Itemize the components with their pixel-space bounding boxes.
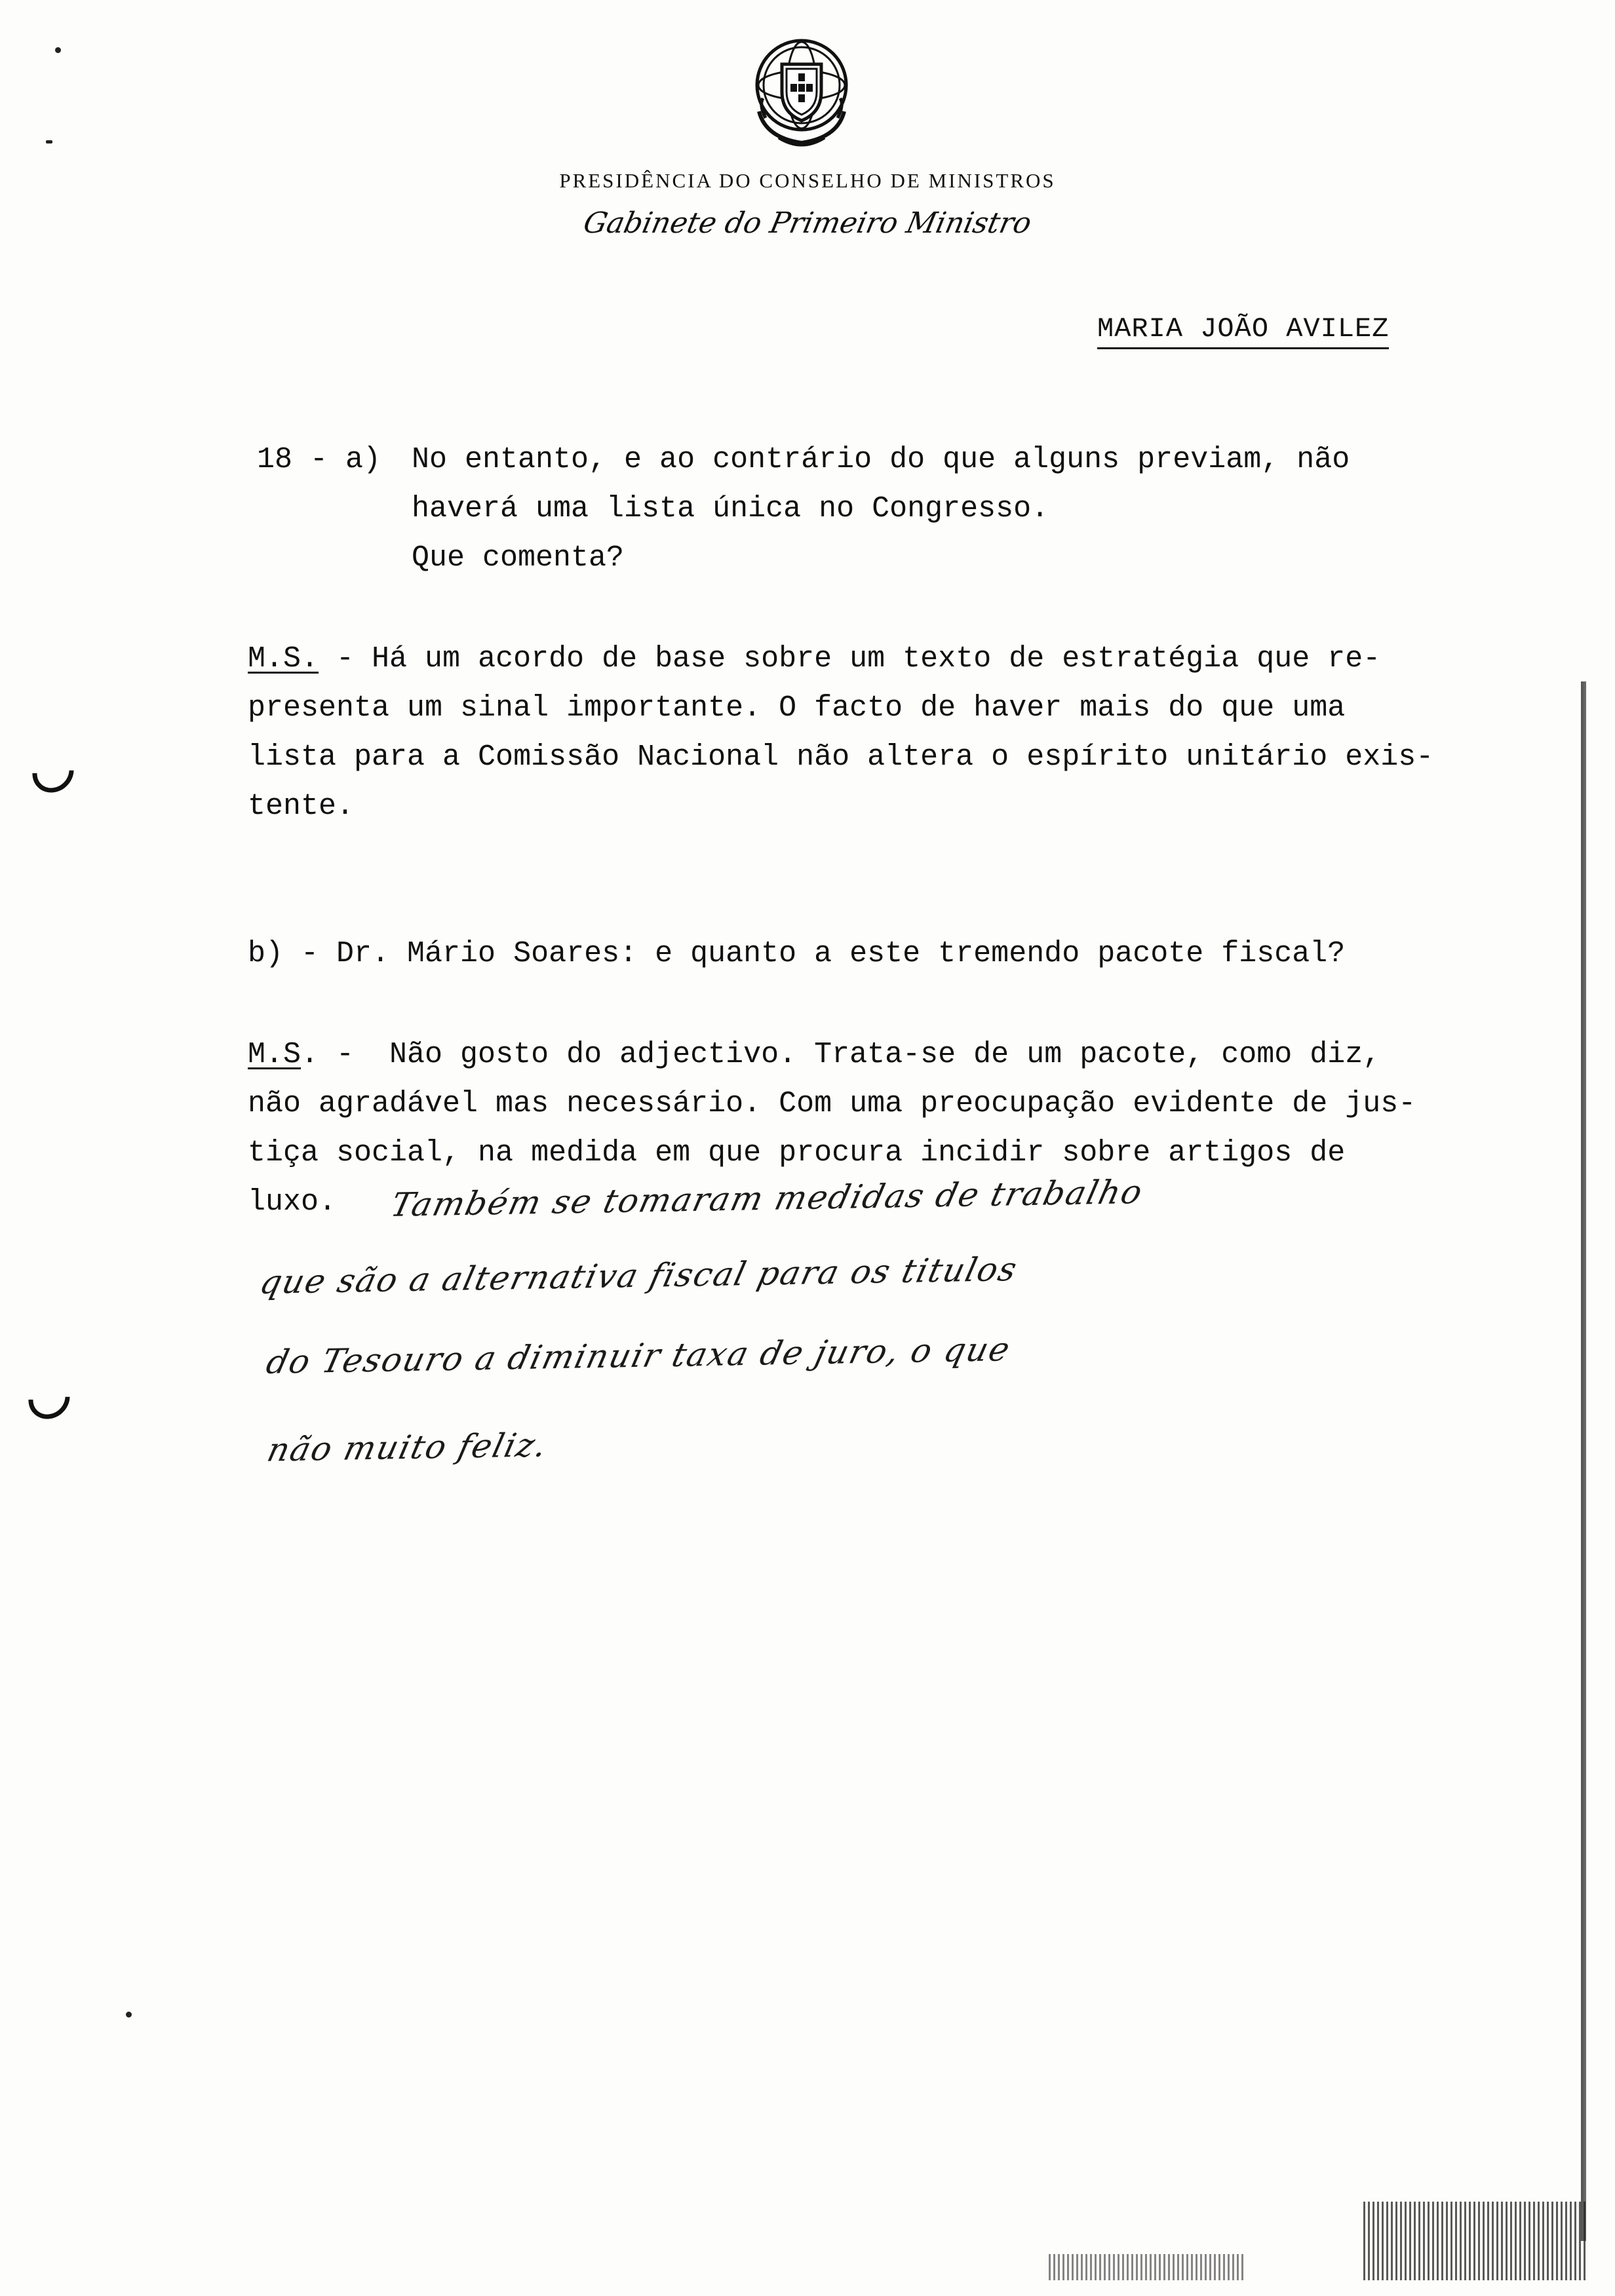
answer-a-line: presenta um sinal importante. O facto de haver mais do que uma (248, 691, 1346, 725)
question-b: b) - Dr. Mário Soares: e quanto a este tremendo pacote fiscal? (248, 937, 1346, 970)
scan-speck (46, 140, 52, 144)
answer-b-first-line (248, 1030, 1380, 1079)
answer-a-first-line (248, 634, 1380, 683)
scan-speck (126, 2012, 132, 2018)
speaker-label: M.S (248, 1038, 302, 1071)
punch-hole-mark (24, 742, 82, 801)
handwritten-line: não muito feliz. (263, 1426, 552, 1469)
handwritten-line: que são a alternativa fiscal para os titulos (256, 1250, 1022, 1302)
letterhead-title: PRESIDÊNCIA DO CONSELHO DE MINISTROS (559, 169, 1056, 192)
answer-text: - Há um acordo de base sobre um texto de estratégia que re- (319, 642, 1381, 676)
handwritten-line: do Tesouro a diminuir taxa de juro, o que (262, 1330, 1015, 1381)
scan-speck (55, 47, 61, 53)
scan-noise (1049, 2254, 1245, 2280)
answer-b-last-typed: luxo. (248, 1185, 337, 1219)
answer-a-line: lista para a Comissão Nacional não altera o espírito unitário exis- (248, 740, 1434, 774)
scan-noise (1363, 2202, 1586, 2280)
coat-of-arms-emblem (739, 33, 864, 151)
answer-a-line: tente. (248, 790, 355, 823)
answer-b-line: não agradável mas necessário. Com uma preocupação evidente de jus- (248, 1087, 1416, 1120)
letterhead-subtitle: Gabinete do Primeiro Ministro (580, 206, 1035, 240)
punch-hole-mark (20, 1369, 78, 1427)
page-edge-shadow (1581, 681, 1586, 2241)
question-a-line: Que comenta? (412, 541, 625, 575)
answer-b-line: tiça social, na medida em que procura incidir sobre artigos de (248, 1136, 1346, 1170)
answer-text: . - Não gosto do adjectivo. Trata-se de um pacote, como diz, (301, 1038, 1381, 1071)
question-a-line: No entanto, e ao contrário do que alguns previam, não (412, 443, 1350, 476)
question-a-line: haverá uma lista única no Congresso. (412, 492, 1049, 526)
handwritten-line: Também se tomaram medidas de trabalho (387, 1173, 1148, 1224)
recipient-name: MARIA JOÃO AVILEZ (1097, 313, 1389, 349)
question-number: 18 - a) (257, 443, 381, 476)
speaker-label: M.S. (248, 642, 319, 676)
